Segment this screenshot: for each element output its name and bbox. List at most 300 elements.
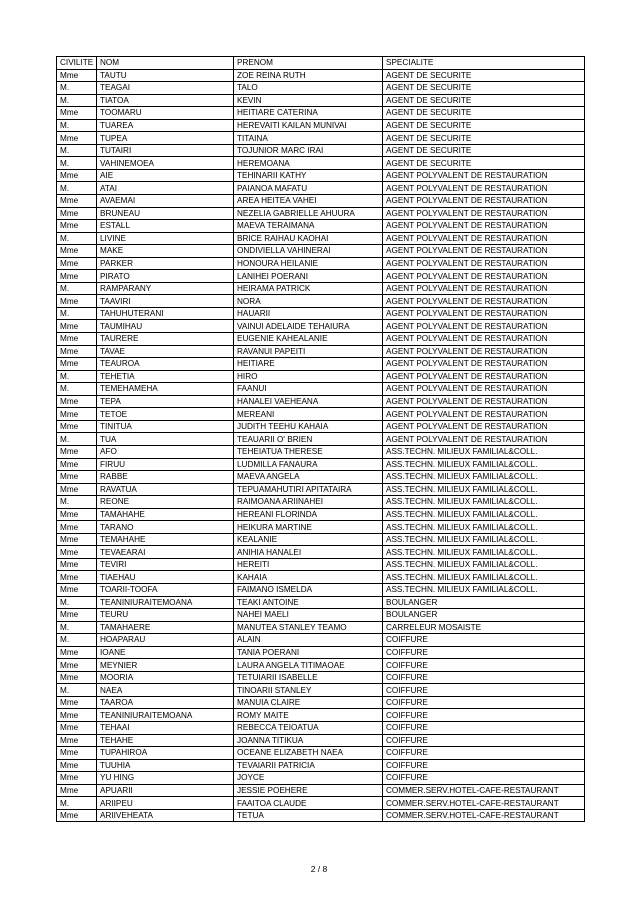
nom-cell: PIRATO (97, 270, 234, 283)
prenom-cell: TETUIARII ISABELLE (234, 671, 383, 684)
civilite-cell: Mme (57, 721, 97, 734)
table-row (57, 282, 585, 295)
specialite-cell: AGENT POLYVALENT DE RESTAURATION (383, 270, 585, 283)
civilite-cell: Mme (57, 747, 97, 760)
specialite-cell: COIFFURE (383, 709, 585, 722)
prenom-cell: TANIA POERANI (234, 646, 383, 659)
prenom-cell: ROMY MAITE (234, 709, 383, 722)
nom-cell: TEMAHAHE (97, 533, 234, 546)
specialite-cell: ASS.TECHN. MILIEUX FAMILIAL&COLL. (383, 471, 585, 484)
page-number: 2 / 8 (310, 864, 328, 874)
prenom-cell: BRICE RAIHAU KAOHAI (234, 232, 383, 245)
civilite-cell: M. (57, 797, 97, 810)
prenom-cell: FAANUI (234, 383, 383, 396)
nom-cell: BRUNEAU (97, 207, 234, 220)
nom-cell: AIE (97, 169, 234, 182)
nom-cell: AVAEMAI (97, 195, 234, 208)
table-row (57, 358, 585, 371)
nom-cell: TINITUA (97, 420, 234, 433)
table-row (57, 207, 585, 220)
prenom-cell: HEIRAMA PATRICK (234, 282, 383, 295)
prenom-cell: MANUTEA STANLEY TEAMO (234, 621, 383, 634)
specialite-cell: COMMER.SERV.HOTEL-CAFE-RESTAURANT (383, 784, 585, 797)
specialite-cell: BOULANGER (383, 609, 585, 622)
nom-cell: REONE (97, 496, 234, 509)
civilite-cell: M. (57, 596, 97, 609)
prenom-cell: LUDMILLA FANAURA (234, 458, 383, 471)
nom-cell: AFO (97, 445, 234, 458)
specialite-cell: AGENT POLYVALENT DE RESTAURATION (383, 358, 585, 371)
specialite-cell: ASS.TECHN. MILIEUX FAMILIAL&COLL. (383, 508, 585, 521)
civilite-cell: M. (57, 182, 97, 195)
prenom-cell: HANALEI VAEHEANA (234, 395, 383, 408)
specialite-cell: COIFFURE (383, 671, 585, 684)
civilite-cell: M. (57, 82, 97, 95)
prenom-cell: TEVAIARII PATRICIA (234, 759, 383, 772)
specialite-cell: COIFFURE (383, 696, 585, 709)
prenom-cell: RAIMOANA ARIINAHEI (234, 496, 383, 509)
prenom-cell: REBECCA TEIOATUA (234, 721, 383, 734)
civilite-cell: Mme (57, 245, 97, 258)
prenom-cell: KAHAIA (234, 571, 383, 584)
specialite-cell: COIFFURE (383, 759, 585, 772)
table-row (57, 521, 585, 534)
prenom-cell: JESSIE POEHERE (234, 784, 383, 797)
specialite-cell: AGENT DE SECURITE (383, 69, 585, 82)
table-row (57, 721, 585, 734)
civilite-cell: M. (57, 496, 97, 509)
civilite-cell: M. (57, 94, 97, 107)
header-specialite: SPECIALITE (383, 57, 585, 70)
civilite-cell: Mme (57, 420, 97, 433)
table-row (57, 69, 585, 82)
specialite-cell: AGENT POLYVALENT DE RESTAURATION (383, 257, 585, 270)
prenom-cell: ZOE REINA RUTH (234, 69, 383, 82)
nom-cell: TEHAHE (97, 734, 234, 747)
civilite-cell: Mme (57, 709, 97, 722)
specialite-cell: COIFFURE (383, 747, 585, 760)
civilite-cell: M. (57, 433, 97, 446)
nom-cell: RABBE (97, 471, 234, 484)
prenom-cell: HIRO (234, 370, 383, 383)
civilite-cell: Mme (57, 295, 97, 308)
table-row (57, 696, 585, 709)
civilite-cell: Mme (57, 333, 97, 346)
specialite-cell: ASS.TECHN. MILIEUX FAMILIAL&COLL. (383, 533, 585, 546)
table-row (57, 195, 585, 208)
civilite-cell: Mme (57, 471, 97, 484)
specialite-cell: AGENT POLYVALENT DE RESTAURATION (383, 195, 585, 208)
roster-table (56, 56, 585, 822)
nom-cell: TEHAAI (97, 721, 234, 734)
civilite-cell: Mme (57, 646, 97, 659)
table-row (57, 772, 585, 785)
prenom-cell: HEIKURA MARTINE (234, 521, 383, 534)
civilite-cell: Mme (57, 395, 97, 408)
table-row (57, 583, 585, 596)
nom-cell: TARANO (97, 521, 234, 534)
header-civilite: CIVILITE (57, 57, 97, 70)
nom-cell: TAUTU (97, 69, 234, 82)
specialite-cell: COIFFURE (383, 734, 585, 747)
specialite-cell: AGENT POLYVALENT DE RESTAURATION (383, 207, 585, 220)
table-row (57, 646, 585, 659)
civilite-cell: Mme (57, 558, 97, 571)
specialite-cell: AGENT POLYVALENT DE RESTAURATION (383, 345, 585, 358)
civilite-cell: Mme (57, 609, 97, 622)
civilite-cell: M. (57, 621, 97, 634)
nom-cell: TAAROA (97, 696, 234, 709)
specialite-cell: AGENT POLYVALENT DE RESTAURATION (383, 370, 585, 383)
prenom-cell: NAHEI MAELI (234, 609, 383, 622)
civilite-cell: M. (57, 157, 97, 170)
civilite-cell: Mme (57, 445, 97, 458)
nom-cell: TUTAIRI (97, 144, 234, 157)
specialite-cell: AGENT POLYVALENT DE RESTAURATION (383, 282, 585, 295)
prenom-cell: KEVIN (234, 94, 383, 107)
nom-cell: TUA (97, 433, 234, 446)
specialite-cell: AGENT POLYVALENT DE RESTAURATION (383, 245, 585, 258)
nom-cell: PARKER (97, 257, 234, 270)
prenom-cell: TEAKI ANTOINE (234, 596, 383, 609)
table-row (57, 533, 585, 546)
civilite-cell: Mme (57, 671, 97, 684)
civilite-cell: Mme (57, 809, 97, 822)
specialite-cell: AGENT POLYVALENT DE RESTAURATION (383, 232, 585, 245)
table-row (57, 345, 585, 358)
table-row (57, 257, 585, 270)
civilite-cell: Mme (57, 132, 97, 145)
nom-cell: TEANINIURAITEMOANA (97, 709, 234, 722)
specialite-cell: ASS.TECHN. MILIEUX FAMILIAL&COLL. (383, 558, 585, 571)
nom-cell: ARIIPEU (97, 797, 234, 810)
specialite-cell: BOULANGER (383, 596, 585, 609)
nom-cell: TUUHIA (97, 759, 234, 772)
table-row (57, 82, 585, 95)
civilite-cell: Mme (57, 583, 97, 596)
civilite-cell: Mme (57, 546, 97, 559)
prenom-cell: OCEANE ELIZABETH NAEA (234, 747, 383, 760)
civilite-cell: Mme (57, 759, 97, 772)
table-row (57, 157, 585, 170)
specialite-cell: COIFFURE (383, 659, 585, 672)
nom-cell: TEPA (97, 395, 234, 408)
nom-cell: HOAPARAU (97, 634, 234, 647)
table-row (57, 734, 585, 747)
prenom-cell: MANUIA CLAIRE (234, 696, 383, 709)
table-row (57, 797, 585, 810)
nom-cell: TEURU (97, 609, 234, 622)
specialite-cell: AGENT POLYVALENT DE RESTAURATION (383, 333, 585, 346)
table-row (57, 420, 585, 433)
specialite-cell: ASS.TECHN. MILIEUX FAMILIAL&COLL. (383, 483, 585, 496)
specialite-cell: CARRELEUR MOSAISTE (383, 621, 585, 634)
civilite-cell: Mme (57, 696, 97, 709)
prenom-cell: LANIHEI POERANI (234, 270, 383, 283)
table-row (57, 370, 585, 383)
specialite-cell: AGENT POLYVALENT DE RESTAURATION (383, 182, 585, 195)
civilite-cell: Mme (57, 508, 97, 521)
nom-cell: MAKE (97, 245, 234, 258)
civilite-cell: Mme (57, 195, 97, 208)
civilite-cell: Mme (57, 358, 97, 371)
table-row (57, 508, 585, 521)
specialite-cell: AGENT POLYVALENT DE RESTAURATION (383, 420, 585, 433)
table-row (57, 684, 585, 697)
prenom-cell: HEITIARE (234, 358, 383, 371)
table-row (57, 270, 585, 283)
nom-cell: TOARII-TOOFA (97, 583, 234, 596)
specialite-cell: ASS.TECHN. MILIEUX FAMILIAL&COLL. (383, 496, 585, 509)
prenom-cell: TEAUARII O' BRIEN (234, 433, 383, 446)
table-row (57, 471, 585, 484)
specialite-cell: ASS.TECHN. MILIEUX FAMILIAL&COLL. (383, 445, 585, 458)
prenom-cell: ALAIN (234, 634, 383, 647)
nom-cell: TAHUHUTERANI (97, 307, 234, 320)
nom-cell: ATAI (97, 182, 234, 195)
table-row (57, 107, 585, 120)
civilite-cell: Mme (57, 734, 97, 747)
prenom-cell: HEREMOANA (234, 157, 383, 170)
specialite-cell: AGENT DE SECURITE (383, 94, 585, 107)
prenom-cell: HONOURA HEILANIE (234, 257, 383, 270)
prenom-cell: KEALANIE (234, 533, 383, 546)
civilite-cell: Mme (57, 772, 97, 785)
table-row (57, 558, 585, 571)
nom-cell: TIATOA (97, 94, 234, 107)
civilite-cell: Mme (57, 345, 97, 358)
nom-cell: FIRUU (97, 458, 234, 471)
nom-cell: IOANE (97, 646, 234, 659)
table-row (57, 182, 585, 195)
nom-cell: MEYNIER (97, 659, 234, 672)
prenom-cell: JOYCE (234, 772, 383, 785)
civilite-cell: M. (57, 634, 97, 647)
nom-cell: NAEA (97, 684, 234, 697)
specialite-cell: AGENT DE SECURITE (383, 107, 585, 120)
nom-cell: ARIIVEHEATA (97, 809, 234, 822)
civilite-cell: Mme (57, 659, 97, 672)
civilite-cell: Mme (57, 107, 97, 120)
table-row (57, 747, 585, 760)
table-row (57, 94, 585, 107)
table-row (57, 445, 585, 458)
prenom-cell: HEREANI FLORINDA (234, 508, 383, 521)
civilite-cell: Mme (57, 458, 97, 471)
specialite-cell: ASS.TECHN. MILIEUX FAMILIAL&COLL. (383, 546, 585, 559)
civilite-cell: Mme (57, 169, 97, 182)
table-row (57, 433, 585, 446)
prenom-cell: HEREITI (234, 558, 383, 571)
prenom-cell: JOANNA TITIKUA (234, 734, 383, 747)
table-row (57, 169, 585, 182)
civilite-cell: Mme (57, 408, 97, 421)
nom-cell: TUPAHIROA (97, 747, 234, 760)
prenom-cell: LAURA ANGELA TITIMAOAE (234, 659, 383, 672)
prenom-cell: HEITIARE CATERINA (234, 107, 383, 120)
civilite-cell: M. (57, 144, 97, 157)
prenom-cell: EUGENIE KAHEALANIE (234, 333, 383, 346)
nom-cell: TAVAE (97, 345, 234, 358)
table-row (57, 458, 585, 471)
specialite-cell: COIFFURE (383, 772, 585, 785)
specialite-cell: ASS.TECHN. MILIEUX FAMILIAL&COLL. (383, 571, 585, 584)
specialite-cell: COIFFURE (383, 684, 585, 697)
nom-cell: TUPEA (97, 132, 234, 145)
specialite-cell: AGENT POLYVALENT DE RESTAURATION (383, 320, 585, 333)
specialite-cell: COIFFURE (383, 721, 585, 734)
table-row (57, 307, 585, 320)
nom-cell: TEVIRI (97, 558, 234, 571)
prenom-cell: TEHINARII KATHY (234, 169, 383, 182)
civilite-cell: Mme (57, 207, 97, 220)
nom-cell: TUAREA (97, 119, 234, 132)
prenom-cell: NORA (234, 295, 383, 308)
civilite-cell: M. (57, 684, 97, 697)
header-nom: NOM (97, 57, 234, 70)
table-row (57, 659, 585, 672)
prenom-cell: HEREVAITI KAILAN MUNIVAI (234, 119, 383, 132)
table-row (57, 621, 585, 634)
specialite-cell: COMMER.SERV.HOTEL-CAFE-RESTAURANT (383, 809, 585, 822)
table-header-row (57, 57, 585, 70)
nom-cell: TEANINIURAITEMOANA (97, 596, 234, 609)
civilite-cell: M. (57, 232, 97, 245)
table-row (57, 634, 585, 647)
specialite-cell: ASS.TECHN. MILIEUX FAMILIAL&COLL. (383, 458, 585, 471)
specialite-cell: COMMER.SERV.HOTEL-CAFE-RESTAURANT (383, 797, 585, 810)
civilite-cell: Mme (57, 483, 97, 496)
table-row (57, 671, 585, 684)
prenom-cell: TETUA (234, 809, 383, 822)
nom-cell: RAMPARANY (97, 282, 234, 295)
prenom-cell: MAEVA ANGELA (234, 471, 383, 484)
specialite-cell: AGENT POLYVALENT DE RESTAURATION (383, 383, 585, 396)
table-row (57, 295, 585, 308)
table-body (57, 69, 585, 822)
table-row (57, 232, 585, 245)
civilite-cell: Mme (57, 257, 97, 270)
nom-cell: TEVAEARAI (97, 546, 234, 559)
prenom-cell: ONDIVIELLA VAHINERAI (234, 245, 383, 258)
prenom-cell: TINOARII STANLEY (234, 684, 383, 697)
nom-cell: LIVINE (97, 232, 234, 245)
nom-cell: TEMEHAMEHA (97, 383, 234, 396)
civilite-cell: M. (57, 307, 97, 320)
table-row (57, 596, 585, 609)
nom-cell: TAMAHAHE (97, 508, 234, 521)
specialite-cell: ASS.TECHN. MILIEUX FAMILIAL&COLL. (383, 521, 585, 534)
prenom-cell: JUDITH TEEHU KAHAIA (234, 420, 383, 433)
civilite-cell: Mme (57, 270, 97, 283)
table-row (57, 809, 585, 822)
specialite-cell: COIFFURE (383, 634, 585, 647)
nom-cell: TAAVIRI (97, 295, 234, 308)
prenom-cell: TALO (234, 82, 383, 95)
nom-cell: TOOMARU (97, 107, 234, 120)
specialite-cell: AGENT POLYVALENT DE RESTAURATION (383, 395, 585, 408)
prenom-cell: MAEVA TERAIMANA (234, 220, 383, 233)
nom-cell: MOORIA (97, 671, 234, 684)
prenom-cell: RAVANUI PAPEITI (234, 345, 383, 358)
prenom-cell: TITAINA (234, 132, 383, 145)
civilite-cell: M. (57, 119, 97, 132)
prenom-cell: VAINUI ADELAIDE TEHAIURA (234, 320, 383, 333)
table-row (57, 483, 585, 496)
table-row (57, 784, 585, 797)
table-row (57, 245, 585, 258)
specialite-cell: AGENT POLYVALENT DE RESTAURATION (383, 169, 585, 182)
nom-cell: TEAUROA (97, 358, 234, 371)
nom-cell: TETOE (97, 408, 234, 421)
table-row (57, 496, 585, 509)
civilite-cell: Mme (57, 784, 97, 797)
specialite-cell: COIFFURE (383, 646, 585, 659)
table-row (57, 383, 585, 396)
nom-cell: TAMAHAERE (97, 621, 234, 634)
table-row (57, 609, 585, 622)
prenom-cell: PAIANOA MAFATU (234, 182, 383, 195)
specialite-cell: AGENT POLYVALENT DE RESTAURATION (383, 433, 585, 446)
table-row (57, 546, 585, 559)
specialite-cell: ASS.TECHN. MILIEUX FAMILIAL&COLL. (383, 583, 585, 596)
nom-cell: APUARII (97, 784, 234, 797)
prenom-cell: TOJUNIOR MARC IRAI (234, 144, 383, 157)
table-row (57, 333, 585, 346)
civilite-cell: M. (57, 282, 97, 295)
prenom-cell: FAIMANO ISMELDA (234, 583, 383, 596)
table-row (57, 132, 585, 145)
nom-cell: ESTALL (97, 220, 234, 233)
specialite-cell: AGENT DE SECURITE (383, 144, 585, 157)
nom-cell: TIAEHAU (97, 571, 234, 584)
prenom-cell: AREA HEITEA VAHEI (234, 195, 383, 208)
civilite-cell: Mme (57, 571, 97, 584)
specialite-cell: AGENT DE SECURITE (383, 119, 585, 132)
specialite-cell: AGENT POLYVALENT DE RESTAURATION (383, 295, 585, 308)
civilite-cell: Mme (57, 533, 97, 546)
specialite-cell: AGENT POLYVALENT DE RESTAURATION (383, 220, 585, 233)
civilite-cell: Mme (57, 521, 97, 534)
table-row (57, 320, 585, 333)
table-row (57, 395, 585, 408)
header-prenom: PRENOM (234, 57, 383, 70)
table-row (57, 759, 585, 772)
nom-cell: RAVATUA (97, 483, 234, 496)
table-row (57, 144, 585, 157)
table-row (57, 408, 585, 421)
table-row (57, 220, 585, 233)
nom-cell: YU HING (97, 772, 234, 785)
table-row (57, 709, 585, 722)
prenom-cell: NEZELIA GABRIELLE AHUURA (234, 207, 383, 220)
civilite-cell: Mme (57, 320, 97, 333)
prenom-cell: TEPUAMAHUTIRI APITATAIRA (234, 483, 383, 496)
specialite-cell: AGENT POLYVALENT DE RESTAURATION (383, 307, 585, 320)
specialite-cell: AGENT DE SECURITE (383, 82, 585, 95)
prenom-cell: HAUARII (234, 307, 383, 320)
nom-cell: TAUMIHAU (97, 320, 234, 333)
nom-cell: TAURERE (97, 333, 234, 346)
nom-cell: TEHETIA (97, 370, 234, 383)
prenom-cell: ANIHIA HANALEI (234, 546, 383, 559)
table-row (57, 571, 585, 584)
nom-cell: VAHINEMOEA (97, 157, 234, 170)
civilite-cell: Mme (57, 69, 97, 82)
specialite-cell: AGENT DE SECURITE (383, 157, 585, 170)
civilite-cell: M. (57, 383, 97, 396)
prenom-cell: FAAITOA CLAUDE (234, 797, 383, 810)
